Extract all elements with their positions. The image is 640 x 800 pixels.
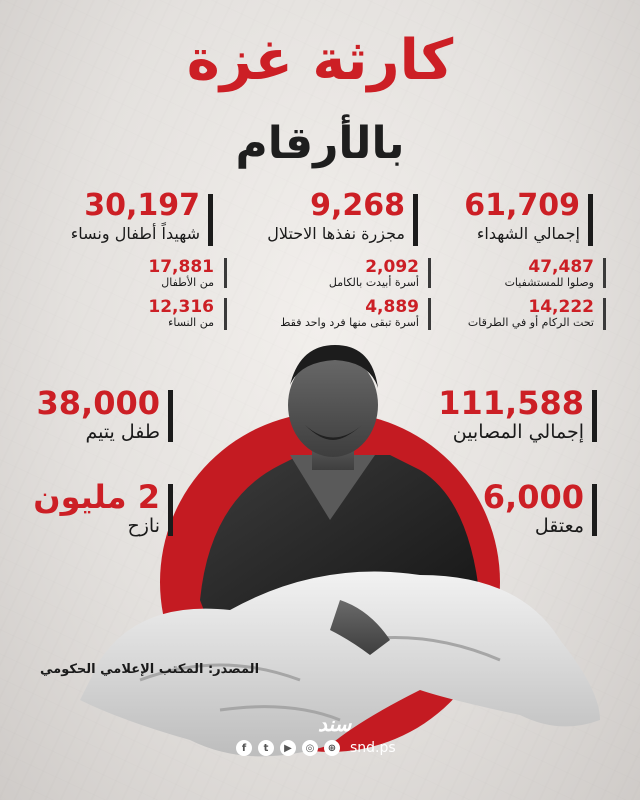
twitter-icon[interactable]: t [258,740,274,756]
page-subtitle: بالأرقام [235,118,405,169]
stat-divider [592,390,597,442]
sub-stat-label: أسرة تبقى منها فرد واحد فقط [280,316,419,329]
stat-label: شهيداً أطفال ونساء [70,224,200,243]
stat-value: 9,268 [310,188,405,223]
sub-stat-label: من الأطفال [161,276,214,289]
sub-stat-label: وصلوا للمستشفيات [504,276,594,289]
page-title: كارثة غزة [186,28,454,93]
sub-stat-value: 47,487 [528,257,594,277]
sub-stat-value: 17,881 [148,257,214,277]
stat-orphans [0,386,160,444]
stat-label: مجزرة نفذها الاحتلال [267,224,405,243]
stat-divider [592,484,597,536]
stat-divider [168,484,173,536]
sub-stat-label: تحت الركام أو في الطرقات [467,316,594,329]
footer-social-bar [236,738,396,758]
youtube-icon[interactable]: ▶ [280,740,296,756]
sub-stat-label: أسرة أبيدت بالكامل [328,276,419,289]
stat-label: إجمالي المصابين [452,421,584,443]
stat-detainees [384,480,584,538]
brand-logo: سند [318,712,352,736]
stat-label: معتقل [534,515,584,537]
website-link[interactable]: snd.ps [350,740,396,756]
sub-stat-label: من النساء [168,316,214,329]
stat-value: 6,000 [482,478,584,516]
stat-value: 2 مليون [33,478,160,516]
stat-value: 111,588 [438,384,584,422]
stat-value: 30,197 [84,188,200,223]
sub-stat-value: 12,316 [148,297,214,317]
instagram-icon[interactable]: ◎ [302,740,318,756]
stat-label: نازح [127,515,160,537]
stat-label: إجمالي الشهداء [476,224,580,243]
stat-value: 61,709 [464,188,580,223]
stat-value: 38,000 [36,384,160,422]
stat-divider [168,390,173,442]
stat-displaced [0,480,160,538]
sub-stat-value: 2,092 [365,257,419,277]
stat-label: طفل يتيم [85,421,160,443]
source-credit: المصدر: المكتب الإعلامي الحكومي [40,662,260,677]
web-icon[interactable]: ⊕ [324,740,340,756]
sub-stat-value: 14,222 [528,297,594,317]
sub-stat-value: 4,889 [365,297,419,317]
stat-injured [384,386,584,444]
facebook-icon[interactable]: f [236,740,252,756]
